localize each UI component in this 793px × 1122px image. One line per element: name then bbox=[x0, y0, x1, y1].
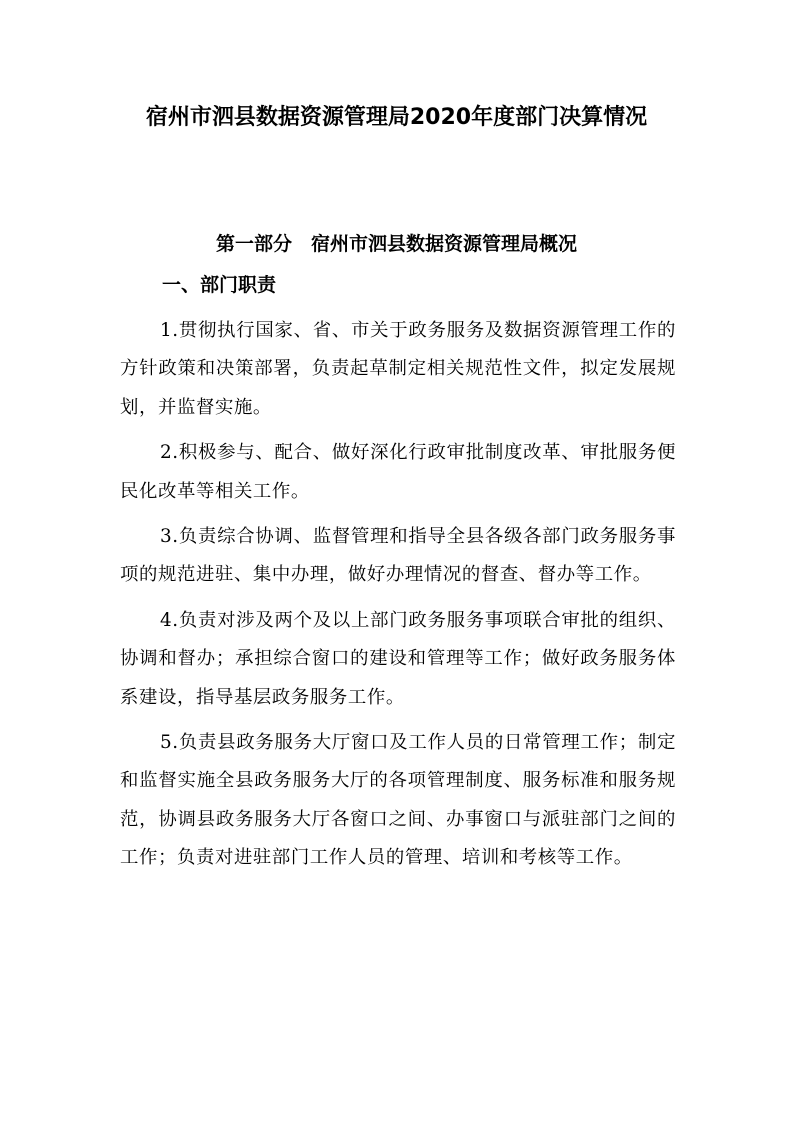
document-title: 宿州市泗县数据资源管理局2020年度部门决算情况 bbox=[145, 105, 648, 130]
part-title: 第一部分 宿州市泗县数据资源管理局概况 bbox=[215, 233, 577, 255]
body-text bbox=[120, 312, 676, 885]
paragraph-2: 2.积极参与、配合、做好深化行政审批制度改革、审批服务便民化改革等相关工作。 bbox=[120, 442, 676, 502]
paragraph-5: 5.负责县政务服务大厅窗口及工作人员的日常管理工作；制定和监督实施全县政务服务大厅的各项管理制度、服务标准和服务规范，协调县政务服务大厅各窗口之间、办事窗口与派驻部门之间的工作；负责对进驻部门工作人员的管理、培训和考核等工作。 bbox=[120, 732, 676, 869]
paragraph-1: 1.贯彻执行国家、省、市关于政务服务及数据资源管理工作的方针政策和决策部署，负责起草制定相关规范性文件，拟定发展规划，并监督实施。 bbox=[120, 320, 676, 418]
section-heading: 一、部门职责 bbox=[162, 274, 277, 296]
paragraph-3: 3.负责综合协调、监督管理和指导全县各级各部门政务服务事项的规范进驻、集中办理，做好办理情况的督查、督办等工作。 bbox=[120, 526, 676, 586]
paragraph-4: 4.负责对涉及两个及以上部门政务服务事项联合审批的组织、协调和督办；承担综合窗口的建设和管理等工作；做好政务服务体系建设，指导基层政务服务工作。 bbox=[120, 609, 676, 708]
